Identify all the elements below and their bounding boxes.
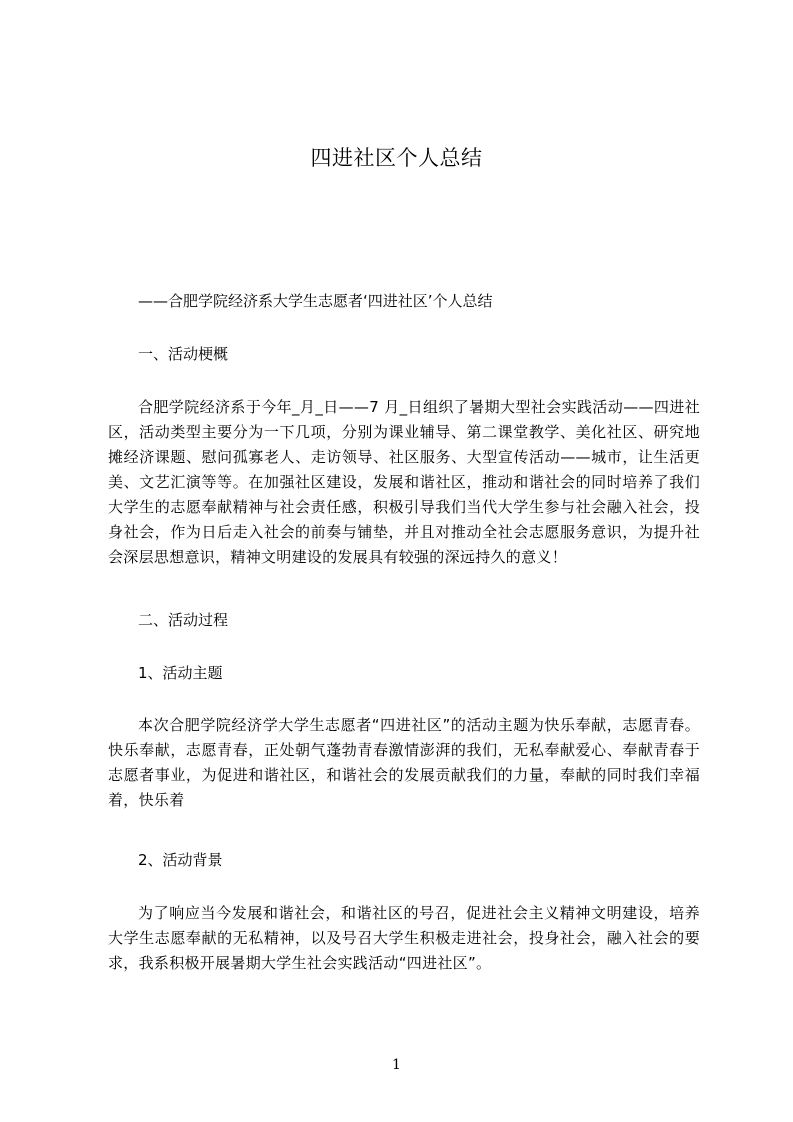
paragraph-theme: 本次合肥学院经济学大学生志愿者“四进社区”的活动主题为快乐奉献，志愿青春。快乐奉献，志愿青春，正处朝气蓬勃青春激情澎湃的我们，无私奉献爱心、奉献青春于志愿者事业，为促进和谐社区，和谐社会的发展贡献我们的力量，奉献的同时我们幸福着，快乐着 bbox=[108, 716, 700, 809]
paragraph-background: 为了响应当今发展和谐社会，和谐社区的号召，促进社会主义精神文明建设，培养大学生志愿奉献的无私精神，以及号召大学生积极走进社会，投身社会，融入社会的要求，我系积极开展暑期大学生社会实践活动“四进社区”。 bbox=[108, 904, 700, 972]
document-subtitle: ——合肥学院经济系大学生志愿者‘四进社区’个人总结 bbox=[138, 292, 493, 310]
page-number: 1 bbox=[392, 1057, 401, 1073]
subheading-theme: 1、活动主题 bbox=[138, 664, 223, 682]
paragraph-overview: 合肥学院经济系于今年_月_日——7 月_日组织了暑期大型社会实践活动——四进社区，活动类型主要分为一下几项，分别为课业辅导、第二课堂教学、美化社区、研究地摊经济课题、慰问孤寡老人、走访领导、社区服务、大型宣传活动——城市，让生活更美、文艺汇演等等。在加强社区建设，发展和谐社区，推动和谐社会的同时培养了我们大学生的志愿奉献精神与社会责任感，积极引导我们当代大学生参与社会融入社会，投身社会，作为日后走入社会的前奏与铺垫，并且对推动全社会志愿服务意识，为提升社会深层思想意识，精神文明建设的发展具有较强的深远持久的意义！ bbox=[108, 398, 700, 566]
section-heading-process: 二、活动过程 bbox=[138, 611, 229, 629]
document-title: 四进社区个人总结 bbox=[310, 146, 483, 170]
section-heading-overview: 一、活动梗概 bbox=[138, 345, 229, 363]
subheading-background: 2、活动背景 bbox=[138, 851, 223, 869]
